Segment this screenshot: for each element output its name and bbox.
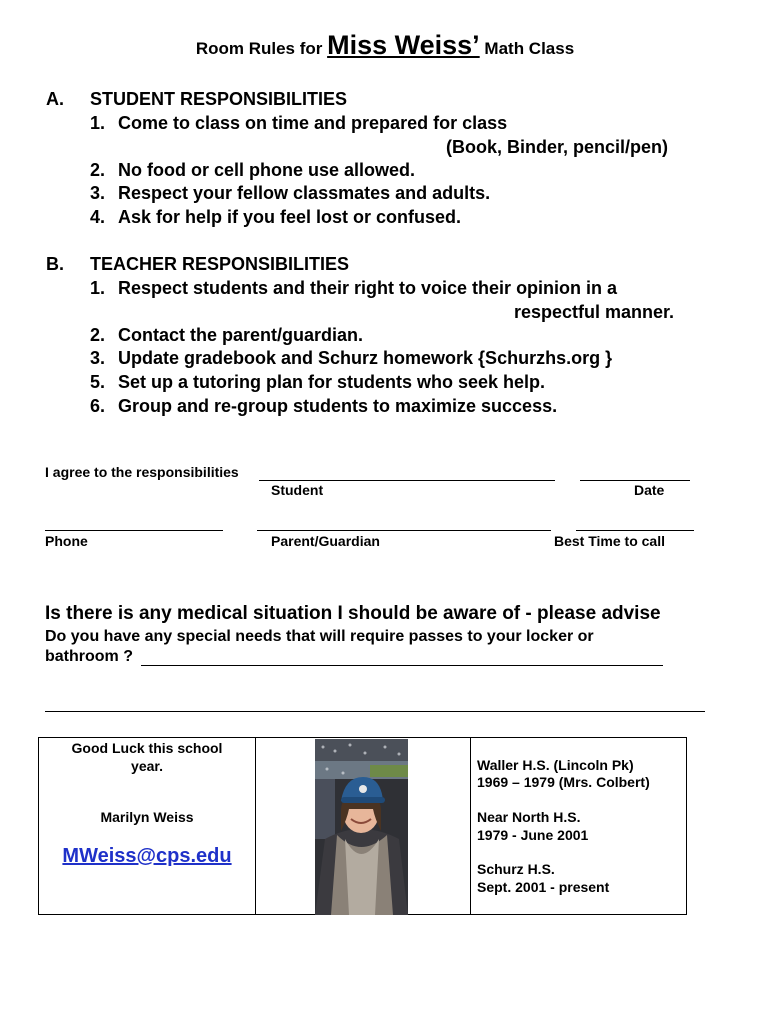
- best-time-label: Best Time to call: [554, 533, 666, 549]
- section-a-heading: STUDENT RESPONSIBILITIES: [90, 89, 348, 109]
- extra-answer-line[interactable]: [45, 711, 705, 712]
- agree-label: I agree to the responsibilities: [45, 464, 239, 480]
- special-needs-line2: bathroom ?: [45, 648, 133, 665]
- teacher-name: Marilyn Weiss: [100, 809, 194, 825]
- student-label: Student: [271, 482, 324, 498]
- table-divider-2: [470, 738, 471, 914]
- date-signature-line[interactable]: [580, 480, 690, 481]
- page-title: [0, 30, 770, 61]
- section-b-letter: B.: [46, 254, 64, 274]
- email-link[interactable]: MWeiss@cps.edu: [62, 845, 232, 867]
- section-b-heading: TEACHER RESPONSIBILITIES: [90, 254, 350, 274]
- student-rule-2: 2. No food or cell phone use allowed.: [90, 160, 416, 180]
- email-cell: [39, 845, 255, 868]
- title-teacher-name: Miss Weiss’: [327, 30, 480, 60]
- teacher-rule-2: 2. Contact the parent/guardian.: [90, 325, 364, 345]
- history-3-line1: Schurz H.S.: [477, 861, 555, 877]
- phone-line[interactable]: [45, 530, 223, 531]
- student-rule-1: 1. Come to class on time and prepared for class: [90, 113, 508, 133]
- student-rule-3: 3. Respect your fellow classmates and adults.: [90, 183, 491, 203]
- section-a-letter: A.: [46, 89, 64, 109]
- medical-question: Is there is any medical situation I should be aware of - please advise: [45, 603, 661, 624]
- teacher-photo: [315, 739, 408, 915]
- phone-label: Phone: [45, 533, 88, 549]
- date-label: Date: [634, 482, 665, 498]
- history-1-line2: 1969 – 1979 (Mrs. Colbert): [477, 774, 650, 790]
- history-2-line2: 1979 - June 2001: [477, 827, 589, 843]
- good-luck-line1: Good Luck this school: [71, 740, 223, 756]
- special-needs-answer-line[interactable]: [141, 665, 663, 666]
- student-signature-line[interactable]: [259, 480, 555, 481]
- teacher-rule-1-continued: respectful manner.: [514, 302, 675, 322]
- parent-label: Parent/Guardian: [271, 533, 380, 549]
- title-suffix: Math Class: [484, 39, 575, 58]
- student-rule-1-continued: (Book, Binder, pencil/pen): [446, 137, 669, 157]
- history-2-line1: Near North H.S.: [477, 809, 581, 825]
- student-rule-4: 4. Ask for help if you feel lost or confused.: [90, 207, 462, 227]
- history-1-line1: Waller H.S. (Lincoln Pk): [477, 757, 634, 773]
- parent-signature-line[interactable]: [257, 530, 551, 531]
- teacher-rule-1: 1. Respect students and their right to voice their opinion in a: [90, 278, 618, 298]
- good-luck-line2: year.: [131, 758, 163, 774]
- teacher-rule-6: 6. Group and re-group students to maximize success.: [90, 396, 558, 416]
- table-divider-1: [255, 738, 256, 914]
- history-3-line2: Sept. 2001 - present: [477, 879, 610, 895]
- best-time-line[interactable]: [576, 530, 694, 531]
- special-needs-line1: Do you have any special needs that will require passes to your locker or: [45, 628, 594, 645]
- teacher-rule-3: 3. Update gradebook and Schurz homework {Schurzhs.org }: [90, 348, 613, 368]
- title-prefix: Room Rules for: [195, 39, 323, 58]
- teacher-rule-5: 5. Set up a tutoring plan for students who seek help.: [90, 372, 546, 392]
